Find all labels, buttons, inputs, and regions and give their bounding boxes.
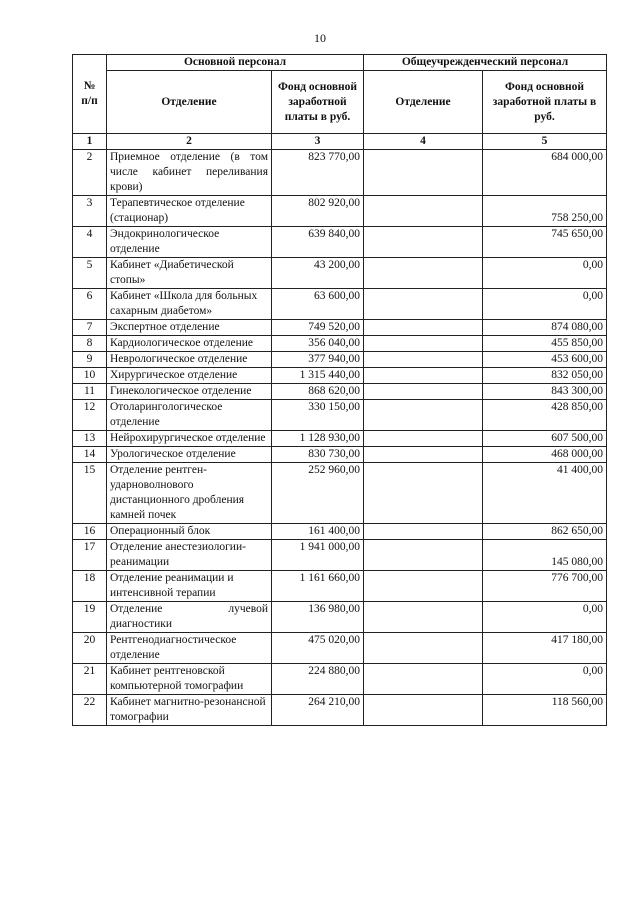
- row-department-general: [364, 258, 483, 289]
- row-fund-main: 1 941 000,00: [272, 540, 364, 571]
- row-fund-main: 63 600,00: [272, 289, 364, 320]
- row-fund-general: 776 700,00: [483, 571, 607, 602]
- row-department-general: [364, 289, 483, 320]
- table-row: [73, 196, 607, 227]
- table-row: [73, 447, 607, 463]
- page-number: 10: [314, 31, 326, 45]
- row-fund-general: 758 250,00: [483, 196, 607, 227]
- row-fund-general: 118 560,00: [483, 695, 607, 726]
- row-number: 19: [73, 602, 107, 633]
- row-fund-general: 417 180,00: [483, 633, 607, 664]
- table-row: [73, 368, 607, 384]
- row-fund-main: 639 840,00: [272, 227, 364, 258]
- row-fund-general: 684 000,00: [483, 150, 607, 196]
- row-number: 22: [73, 695, 107, 726]
- row-department: Операционный блок: [107, 524, 272, 540]
- row-fund-main: 252 960,00: [272, 463, 364, 524]
- row-fund-general: 0,00: [483, 289, 607, 320]
- row-department: Терапевтическое отделение (стационар): [107, 196, 272, 227]
- row-department: Отделение лучевой диагностики: [107, 602, 272, 633]
- row-number: 6: [73, 289, 107, 320]
- row-number: 10: [73, 368, 107, 384]
- table-row: [73, 227, 607, 258]
- header-dept-general: Отделение: [364, 71, 483, 134]
- table-row: [73, 320, 607, 336]
- table-row: [73, 258, 607, 289]
- row-fund-general: 0,00: [483, 258, 607, 289]
- row-department: Урологическое отделение: [107, 447, 272, 463]
- row-department: Отделение анестезиологии-реанимации: [107, 540, 272, 571]
- row-fund-main: 161 400,00: [272, 524, 364, 540]
- header-fund-main: Фонд основной заработной платы в руб.: [272, 71, 364, 134]
- row-fund-general: 455 850,00: [483, 336, 607, 352]
- row-fund-general: 0,00: [483, 602, 607, 633]
- table-row: [73, 571, 607, 602]
- row-fund-general: 832 050,00: [483, 368, 607, 384]
- row-fund-main: 475 020,00: [272, 633, 364, 664]
- table-row: [73, 352, 607, 368]
- row-department-general: [364, 695, 483, 726]
- fund-table: [72, 54, 607, 726]
- row-fund-main: 224 880,00: [272, 664, 364, 695]
- column-index: 2: [107, 134, 272, 150]
- row-department: Приемное отделение (в том числе кабинет переливания крови): [107, 150, 272, 196]
- header-group-general: Общеучрежденческий персонал: [364, 55, 607, 71]
- row-department-general: [364, 540, 483, 571]
- row-number: 9: [73, 352, 107, 368]
- row-fund-general: 862 650,00: [483, 524, 607, 540]
- row-department: Кабинет «Школа для больных сахарным диабетом»: [107, 289, 272, 320]
- row-number: 12: [73, 400, 107, 431]
- table-row: [73, 602, 607, 633]
- row-fund-main: 356 040,00: [272, 336, 364, 352]
- row-fund-main: 749 520,00: [272, 320, 364, 336]
- table-row: [73, 540, 607, 571]
- table-row: [73, 289, 607, 320]
- header-dept-main: Отделение: [107, 71, 272, 134]
- row-number: 8: [73, 336, 107, 352]
- row-number: 20: [73, 633, 107, 664]
- row-number: 16: [73, 524, 107, 540]
- column-index: 3: [272, 134, 364, 150]
- table-body: [73, 150, 607, 726]
- row-fund-main: 330 150,00: [272, 400, 364, 431]
- column-index: 5: [483, 134, 607, 150]
- table-row: [73, 695, 607, 726]
- row-number: 2: [73, 150, 107, 196]
- row-department: Кабинет рентгеновской компьютерной томографии: [107, 664, 272, 695]
- row-department-general: [364, 571, 483, 602]
- row-fund-general: 468 000,00: [483, 447, 607, 463]
- row-fund-main: 43 200,00: [272, 258, 364, 289]
- row-department: Рентгенодиагностическое отделение: [107, 633, 272, 664]
- row-department-general: [364, 150, 483, 196]
- row-department-general: [364, 336, 483, 352]
- row-fund-main: 377 940,00: [272, 352, 364, 368]
- row-fund-main: 136 980,00: [272, 602, 364, 633]
- row-department-general: [364, 447, 483, 463]
- row-department: Экспертное отделение: [107, 320, 272, 336]
- row-department-general: [364, 384, 483, 400]
- table-row: [73, 463, 607, 524]
- row-number: 3: [73, 196, 107, 227]
- row-fund-main: 1 128 930,00: [272, 431, 364, 447]
- row-department-general: [364, 431, 483, 447]
- row-department-general: [364, 400, 483, 431]
- row-department: Отделение рентген-ударноволнового дистанционного дробления камней почек: [107, 463, 272, 524]
- row-fund-main: 823 770,00: [272, 150, 364, 196]
- row-fund-general: 745 650,00: [483, 227, 607, 258]
- row-department-general: [364, 227, 483, 258]
- table-row: [73, 664, 607, 695]
- row-department: Кабинет «Диабетической стопы»: [107, 258, 272, 289]
- row-fund-main: 868 620,00: [272, 384, 364, 400]
- row-number: 7: [73, 320, 107, 336]
- row-number: 18: [73, 571, 107, 602]
- column-index: 1: [73, 134, 107, 150]
- row-department: Хирургическое отделение: [107, 368, 272, 384]
- row-number: 13: [73, 431, 107, 447]
- row-department-general: [364, 368, 483, 384]
- row-fund-general: 41 400,00: [483, 463, 607, 524]
- row-department-general: [364, 602, 483, 633]
- row-fund-general: 843 300,00: [483, 384, 607, 400]
- row-department-general: [364, 524, 483, 540]
- row-department-general: [364, 633, 483, 664]
- row-number: 14: [73, 447, 107, 463]
- row-fund-general: 607 500,00: [483, 431, 607, 447]
- row-number: 11: [73, 384, 107, 400]
- row-department-general: [364, 196, 483, 227]
- row-department: Эндокринологическое отделение: [107, 227, 272, 258]
- row-department-general: [364, 664, 483, 695]
- row-number: 21: [73, 664, 107, 695]
- row-fund-main: 1 315 440,00: [272, 368, 364, 384]
- row-department: Отделение реанимации и интенсивной терапии: [107, 571, 272, 602]
- column-index: 4: [364, 134, 483, 150]
- header-col-num: № п/п: [73, 55, 107, 134]
- row-fund-general: 428 850,00: [483, 400, 607, 431]
- table-row: [73, 400, 607, 431]
- table-row: [73, 336, 607, 352]
- row-department-general: [364, 320, 483, 336]
- table-row: [73, 384, 607, 400]
- table-row: [73, 431, 607, 447]
- row-department: Кабинет магнитно-резонансной томографии: [107, 695, 272, 726]
- row-department-general: [364, 463, 483, 524]
- row-fund-general: 874 080,00: [483, 320, 607, 336]
- table-row: [73, 524, 607, 540]
- row-department: Кардиологическое отделение: [107, 336, 272, 352]
- row-fund-main: 1 161 660,00: [272, 571, 364, 602]
- table-row: [73, 150, 607, 196]
- row-fund-general: 145 080,00: [483, 540, 607, 571]
- table-row: [73, 633, 607, 664]
- row-number: 5: [73, 258, 107, 289]
- row-fund-main: 802 920,00: [272, 196, 364, 227]
- column-index-row: [73, 134, 607, 150]
- row-number: 15: [73, 463, 107, 524]
- row-department-general: [364, 352, 483, 368]
- row-fund-general: 453 600,00: [483, 352, 607, 368]
- row-department: Гинекологическое отделение: [107, 384, 272, 400]
- row-department: Неврологическое отделение: [107, 352, 272, 368]
- row-department: Отоларингологическое отделение: [107, 400, 272, 431]
- header-fund-general: Фонд основной заработной платы в руб.: [483, 71, 607, 134]
- row-number: 4: [73, 227, 107, 258]
- row-department: Нейрохирургическое отделение: [107, 431, 272, 447]
- row-fund-general: 0,00: [483, 664, 607, 695]
- row-fund-main: 830 730,00: [272, 447, 364, 463]
- header-group-main: Основной персонал: [107, 55, 364, 71]
- row-number: 17: [73, 540, 107, 571]
- row-fund-main: 264 210,00: [272, 695, 364, 726]
